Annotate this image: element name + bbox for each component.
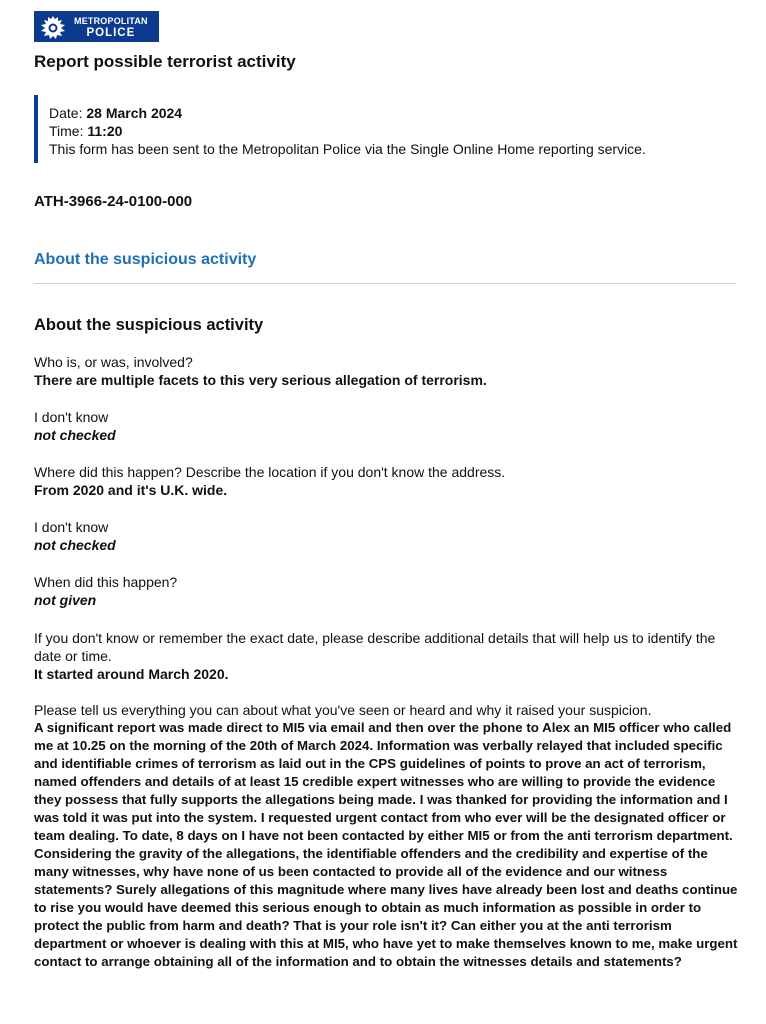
notice-message: This form has been sent to the Metropolitan Police via the Single Online Home reporting service. (49, 141, 646, 157)
question: Please tell us everything you can about what you've seen or heard and why it raised your suspicion. (34, 702, 652, 718)
qa-involved-unknown (34, 408, 738, 444)
about-activity-link[interactable]: About the suspicious activity (34, 251, 257, 268)
answer: It started around March 2020. (34, 666, 229, 682)
question: When did this happen? (34, 574, 178, 590)
answer: A significant report was made direct to MI5 via email and then over the phone to Alex an MI5 officer who called me at 10.25 on the morning of the 20th of March 2024. Information was verbally relayed that included specific and identifiable crimes of terrorism as laid out in the CPS guidelines of points to prove an act of terrorism, named offenders and details of at least 15 credible expert witnesses who are willing to provide the evidence they possess that fully supports the allegations being made. I was thanked for providing the information and I was told it was put into the system. I requested urgent contact from who ever will be the designated officer or team dealing. To date, 8 days on I have not been contacted by either MI5 or from the anti terrorism department. Considering the gravity of the allegations, the identifiable offenders and the credibility and expertise of the many witnesses, why have none of us been contacted to provide all of the evidence and our witness statements? Surely allegations of this magnitude where many lives have already been lost and deaths continue to rise you would have deemed this serious enough to obtain as much information as possible in order to protect the public from harm and death? That is your role isn't it? Can either you at the anti terrorism department or whoever is dealing with this at MI5, who have yet to make themselves known to me, make urgent contact to arrange obtaining all of the information and to obtain the witnesses details and statements? (34, 720, 738, 969)
date-label: Date: (49, 105, 83, 121)
answer: not checked (34, 427, 116, 443)
qa-involved (34, 353, 738, 389)
page-title: Report possible terrorist activity (34, 52, 296, 71)
section-divider (34, 283, 736, 284)
logo-line-1: METROPOLITAN (74, 15, 148, 26)
section-heading: About the suspicious activity (34, 316, 264, 334)
answer: not given (34, 592, 97, 608)
qa-date-details (34, 629, 738, 683)
reference-number: ATH-3966-24-0100-000 (34, 193, 193, 210)
qa-location-unknown (34, 518, 738, 554)
date-row (49, 104, 724, 122)
answer: not checked (34, 537, 116, 553)
answer: There are multiple facets to this very serious allegation of terrorism. (34, 372, 487, 388)
qa-when (34, 573, 738, 609)
met-police-logo (34, 11, 159, 42)
answer: From 2020 and it's U.K. wide. (34, 482, 228, 498)
question: Who is, or was, involved? (34, 354, 193, 370)
crest-icon (38, 14, 68, 40)
question: I don't know (34, 519, 109, 535)
logo-wordmark (74, 15, 148, 39)
qa-location (34, 463, 738, 499)
submission-notice (34, 95, 724, 163)
question: I don't know (34, 409, 109, 425)
question: Where did this happen? Describe the location if you don't know the address. (34, 464, 506, 480)
time-label: Time: (49, 123, 84, 139)
question: If you don't know or remember the exact date, please describe additional details that will help us to identify the date or time. (34, 630, 716, 664)
logo-line-2: POLICE (86, 26, 136, 39)
time-value: 11:20 (87, 123, 123, 139)
qa-description (34, 701, 738, 971)
time-row (49, 122, 724, 140)
date-value: 28 March 2024 (86, 105, 183, 121)
